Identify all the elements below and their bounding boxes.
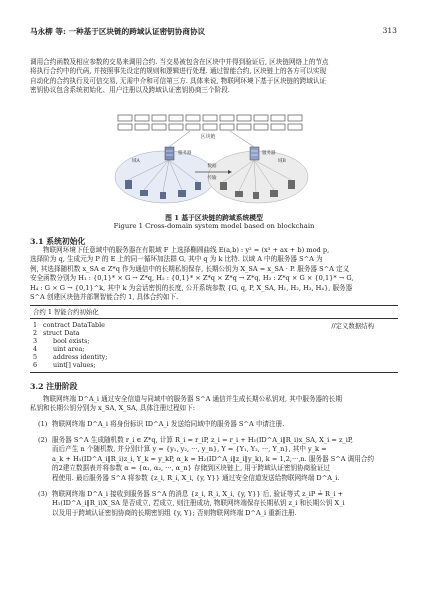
code-line: 5 address identity; (33, 353, 108, 361)
section-3-1-title: 3.1 系统初始化 (30, 237, 86, 246)
text-line: 物联网终端 D^A_i 将身份标识 ID^A_i 发送给同域中的服务器 S^A 申请注册. (52, 420, 285, 428)
step-number: (3) (38, 490, 48, 498)
contract-rule (30, 318, 398, 319)
text-line: 而后产生 n 个随机数, 并分别计算 y = {y₁, y₂, ···, y_n}, Y = {Y₁, Y₂, ···, Y_n}, 其中 y_k = (52, 445, 327, 454)
contract-1-box (30, 305, 398, 373)
text-line: 物联网环境下任意域中的服务器在有限域 F 上选择椭圆曲线 E(a,b) : y² = (x³ + ax + b) mod p, (43, 246, 330, 254)
text-line: 自动化的合约执行及可信交易, 无需中介和可信第三方. 具体来说, 物联网环境下基于区块链的跨域认证 (30, 76, 327, 85)
server-a-label: 服务器 (178, 151, 192, 156)
chain-label: 区块链 (200, 134, 216, 140)
text-line: S^A 创建区块链并部署智能合约 1, 具体合约如下. (30, 293, 179, 302)
text-line: H₁(ID^A_i‖R_i)X_SA 是否成立, 若成立, 则注册成功, 物联网终端保存长期私钥 z_i 和长期公钥 X_i (52, 499, 345, 508)
running-header (30, 26, 397, 38)
domain-b-label: 域B (278, 159, 286, 164)
text-line: 安全函数分别为 H₁ : {0,1}* × G → Z*q, H₂ : {0,1}* × Z*q × Z*q → Z*q, H₃ : Z*q × G × {0,1}* → G, (30, 274, 354, 283)
text-line: 的2建立数据表并将参数 α = {α₁, α₂, ···, α_n} 存储到区块链上, 用于跨域认证密钥协商验证过 (52, 464, 331, 473)
text-line: 密钥协议包含系统初始化、用户注册以及跨域认证密钥协商三个阶段. (30, 86, 230, 95)
text-line: 物联网终端 D^A_i 通过安全信道与同域中的服务器 S^A 通信并生成长期公私钥对, 其中服务器的长期 (43, 395, 342, 403)
data-label: 数据 (207, 164, 217, 169)
chain-link (169, 131, 190, 147)
text-line: 私钥和长期公钥分别为 x_SA, X_SA, 具体注册过程如下: (30, 404, 195, 413)
section-3-2-body (30, 395, 398, 414)
figure-caption-en: Figure 1 Cross-domain system model based on blockchain (113, 222, 315, 230)
blockchain-row (118, 115, 302, 130)
server-b-icon (250, 147, 259, 160)
text-line: a_k + H₁(ID^A_i‖R_i)z_i, Y_k = y_kP, α_k = H₂(ID^A_i‖z_i‖y_k), k = 1,2,···,n. 服务器 S^A 调用合约 (52, 454, 375, 463)
text-line: 选择阶为 q, 生成元为 P 的 E 上的同一循环加法群 G, 其中 q 为 k 比特. 以域 A 中的服务器 S^A 为 (30, 255, 323, 264)
system-model-figure (110, 112, 310, 207)
step-number: (1) (38, 420, 48, 428)
text-line: 服务器 S^A 生成随机数 r_i ∈ Z*q, 计算 R_i = r_iP, z_i = r_i + H₁(ID^A_i‖R_i)x_SA, X_i = z_iP, (52, 436, 354, 444)
step-number: (2) (38, 436, 48, 444)
text-line: 物联网终端 D^A_i 接收到服务器 S^A 的消息 {z_i, R_i, X_i, {y, Y}} 后, 验证等式 z_iP ≟ R_i + (52, 490, 344, 498)
step-2 (38, 436, 398, 483)
step-3 (38, 490, 398, 518)
code-line: 1 contract DataTable (33, 321, 105, 329)
code-line: 6 uint[] values; (33, 361, 96, 369)
intro-paragraph (30, 58, 398, 96)
page-number: 313 (382, 26, 397, 35)
text-line: 程使用. 最后服务器 S^A 将参数 {z_i, R_i, X_i, {y, Y}} 通过安全信道发送给物联网终端 D^A_i. (52, 473, 340, 482)
server-b-label: 服务器 (262, 151, 276, 156)
step-1 (38, 420, 398, 429)
chain-link (230, 131, 254, 147)
code-line: 3 bool exists; (33, 337, 90, 345)
text-line: 以及用于跨域认证密钥协商的长期密钥组 {y, Y}; 否则物联网终端 D^A_i 重新注册. (52, 508, 297, 517)
server-a-icon (165, 147, 174, 160)
transfer-label: 传输 (207, 176, 217, 181)
domain-a-label: 域A (132, 159, 140, 164)
figure-caption-cn: 图 1 基于区块链的跨域系统模型 (165, 214, 263, 222)
code-line: 4 uint area; (33, 345, 85, 353)
header-title: 马永柳 等: 一种基于区块链的跨域认证密钥协商协议 (30, 27, 206, 36)
contract-title: 合约 1 智能合约初始化 (33, 308, 99, 316)
text-line: 将执行合约中的代码, 并按照事先设定的规则和逻辑进行处理. 通过智能合约, 区块链上的各方可以实现 (30, 67, 327, 76)
section-3-1-body (30, 246, 398, 302)
contract-comment: //定义数据结构 (331, 322, 374, 330)
text-line: 例, 其选择随机数 x_SA ∈ Z*q 作为通信中的长期私钥保存, 长期公钥为 X_SA = x_SA · P. 服务器 S^A 定义 (30, 264, 350, 273)
section-3-2-title: 3.2 注册阶段 (30, 382, 78, 391)
text-line: 调用合约函数及相应参数的交易来调用合约. 当交易被包含在区块中并得到验证后, 区块链网络上的节点 (30, 58, 329, 66)
code-line: 2 struct Data (33, 329, 80, 337)
text-line: H₄ : G × G → {0,1}^k, 其中 k 为会话密钥的长度, 公开系统参数 {G, q, P, X_SA, H₁, H₂, H₃, H₄}, 服务器 (30, 283, 353, 292)
